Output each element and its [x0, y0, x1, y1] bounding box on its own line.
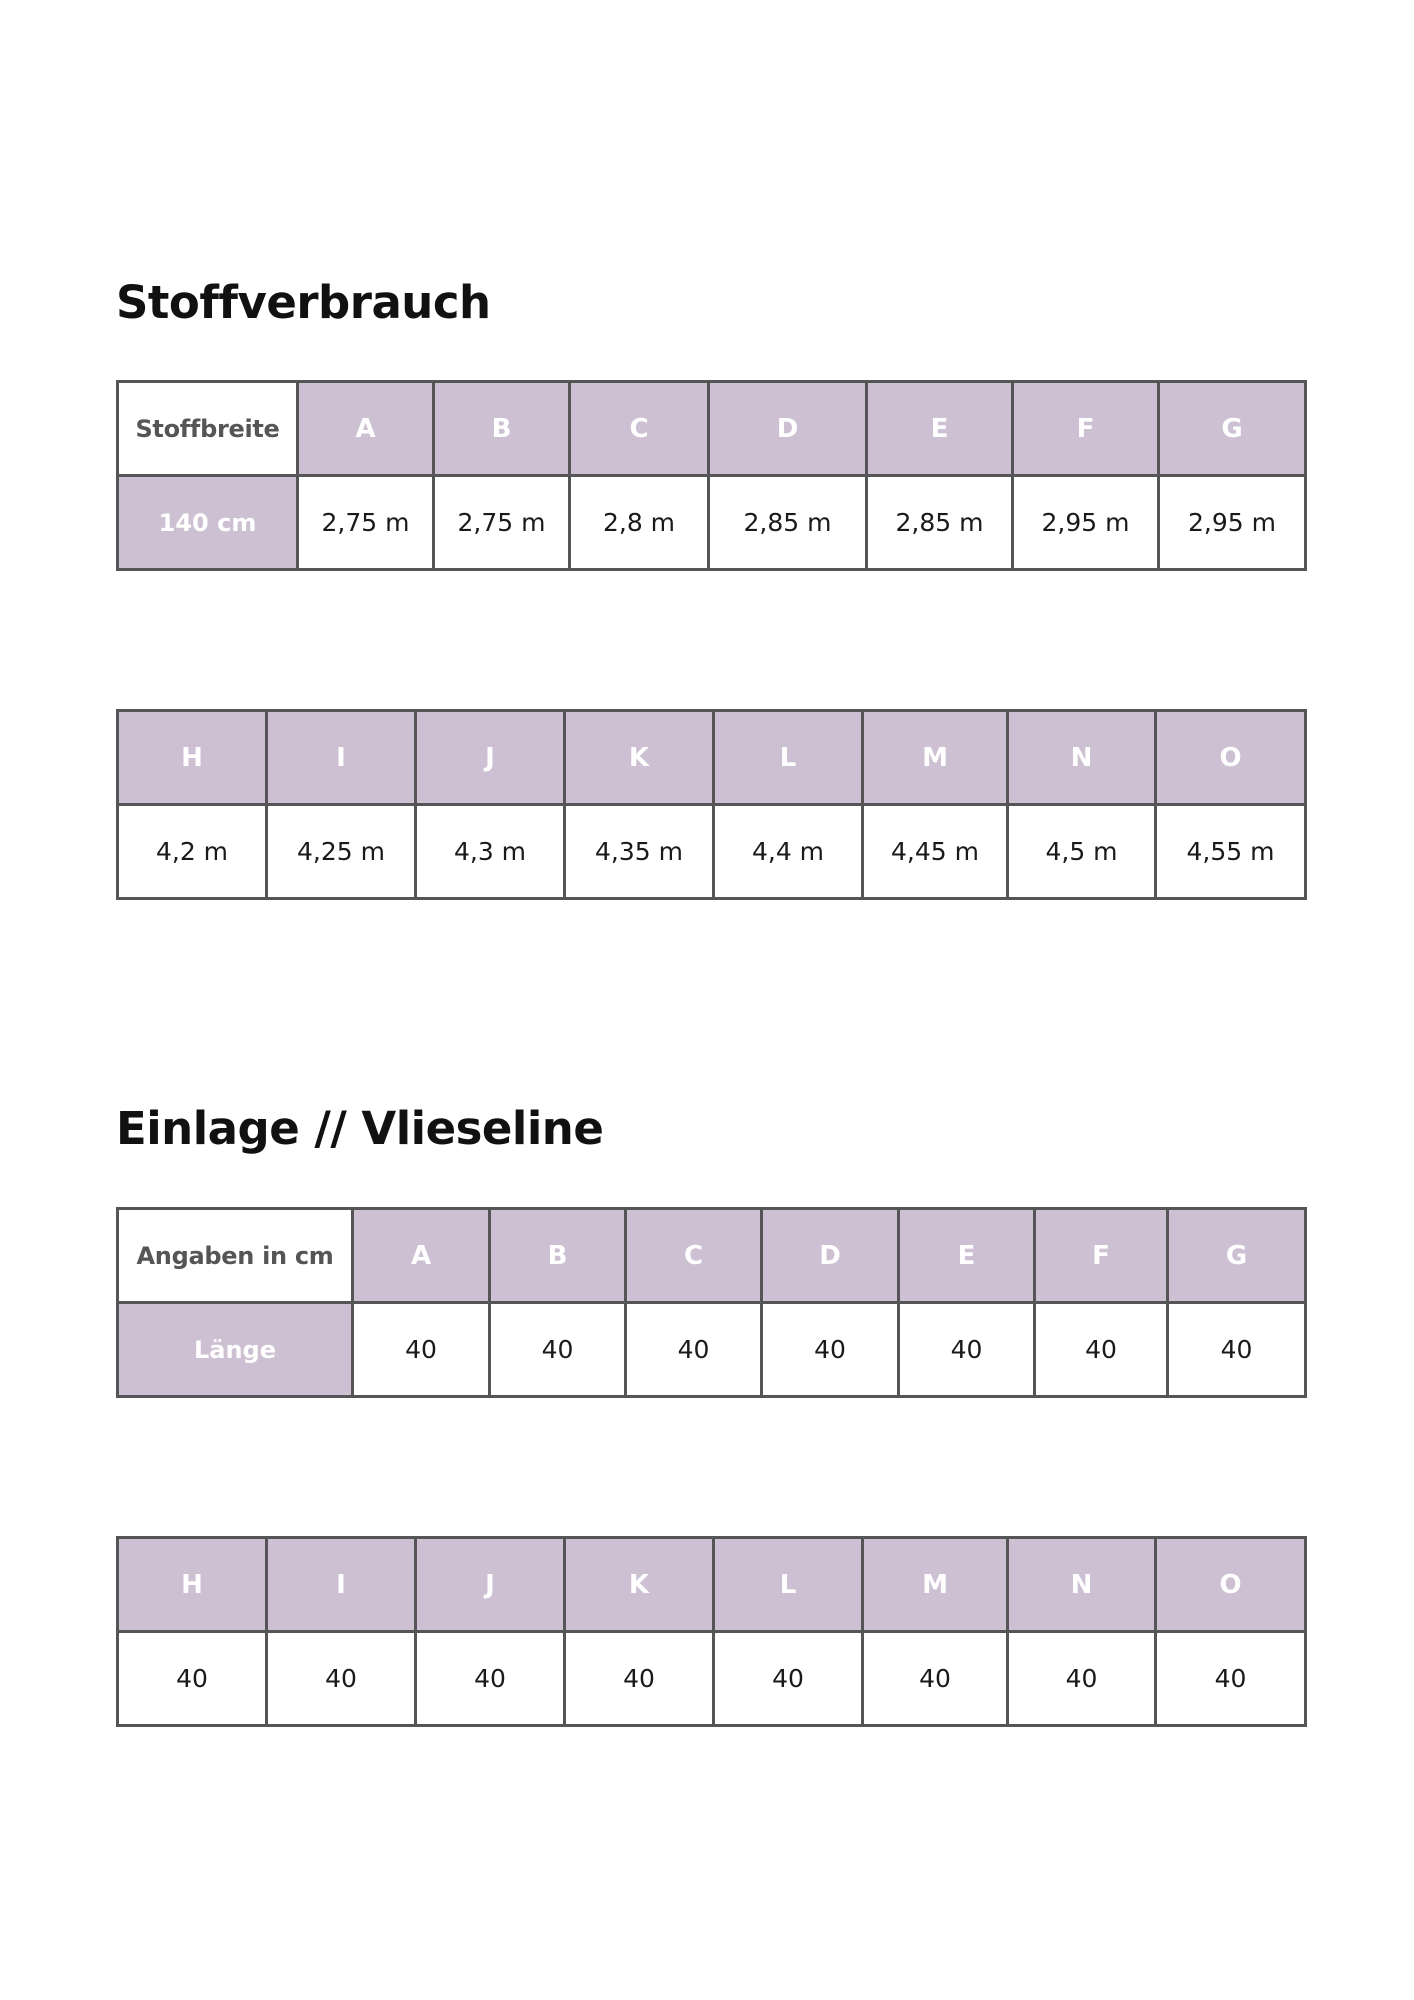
size-header-cell: N: [1008, 1538, 1156, 1632]
value-cell: 4,2 m: [118, 805, 267, 899]
value-cell: 4,5 m: [1008, 805, 1156, 899]
size-header-cell: E: [899, 1209, 1035, 1303]
length-label: Länge: [118, 1303, 353, 1397]
size-header-cell: A: [298, 382, 434, 476]
size-header-cell: B: [490, 1209, 626, 1303]
value-cell: 40: [267, 1632, 416, 1726]
size-header-cell: O: [1156, 711, 1306, 805]
size-header-cell: I: [267, 711, 416, 805]
size-header-cell: L: [714, 1538, 863, 1632]
value-row: [118, 1303, 1306, 1397]
value-cell: 4,3 m: [416, 805, 565, 899]
value-row: [118, 805, 1306, 899]
value-row: [118, 1632, 1306, 1726]
size-header-cell: A: [353, 1209, 490, 1303]
size-header-cell: F: [1013, 382, 1159, 476]
value-cell: 40: [1035, 1303, 1168, 1397]
value-cell: 40: [1008, 1632, 1156, 1726]
value-cell: 4,4 m: [714, 805, 863, 899]
size-header-cell: B: [434, 382, 570, 476]
value-cell: 4,25 m: [267, 805, 416, 899]
size-header-cell: F: [1035, 1209, 1168, 1303]
fabric-usage-table-a-g: [116, 380, 1307, 571]
size-header-row: [118, 711, 1306, 805]
value-cell: 2,75 m: [298, 476, 434, 570]
value-cell: 40: [565, 1632, 714, 1726]
value-cell: 2,95 m: [1159, 476, 1306, 570]
value-cell: 4,45 m: [863, 805, 1008, 899]
size-header-cell: J: [416, 1538, 565, 1632]
value-cell: 40: [762, 1303, 899, 1397]
value-cell: 40: [1156, 1632, 1306, 1726]
value-cell: 40: [353, 1303, 490, 1397]
value-cell: 4,55 m: [1156, 805, 1306, 899]
size-header-cell: H: [118, 1538, 267, 1632]
size-header-cell: E: [867, 382, 1013, 476]
size-header-cell: I: [267, 1538, 416, 1632]
size-header-cell: M: [863, 1538, 1008, 1632]
size-header-cell: H: [118, 711, 267, 805]
size-header-cell: D: [709, 382, 867, 476]
value-cell: 2,95 m: [1013, 476, 1159, 570]
fabric-width-header: Stoffbreite: [118, 382, 298, 476]
units-header: Angaben in cm: [118, 1209, 353, 1303]
size-header-cell: K: [565, 711, 714, 805]
fabric-usage-table-h-o: [116, 709, 1307, 900]
value-cell: 4,35 m: [565, 805, 714, 899]
size-header-row: [118, 1538, 1306, 1632]
size-header-cell: M: [863, 711, 1008, 805]
size-header-cell: K: [565, 1538, 714, 1632]
value-cell: 40: [626, 1303, 762, 1397]
fabric-usage-title: Stoffverbrauch: [116, 276, 491, 329]
size-header-cell: C: [626, 1209, 762, 1303]
fabric-width-label: 140 cm: [118, 476, 298, 570]
size-header-cell: J: [416, 711, 565, 805]
value-cell: 2,8 m: [570, 476, 709, 570]
value-cell: 2,85 m: [867, 476, 1013, 570]
size-header-cell: L: [714, 711, 863, 805]
value-cell: 2,85 m: [709, 476, 867, 570]
size-header-cell: O: [1156, 1538, 1306, 1632]
size-header-row: [118, 382, 1306, 476]
size-header-cell: G: [1159, 382, 1306, 476]
interfacing-table-h-o: [116, 1536, 1307, 1727]
value-row: [118, 476, 1306, 570]
value-cell: 2,75 m: [434, 476, 570, 570]
interfacing-table-a-g: [116, 1207, 1307, 1398]
size-header-cell: D: [762, 1209, 899, 1303]
value-cell: 40: [899, 1303, 1035, 1397]
value-cell: 40: [1168, 1303, 1306, 1397]
size-header-row: [118, 1209, 1306, 1303]
value-cell: 40: [714, 1632, 863, 1726]
value-cell: 40: [416, 1632, 565, 1726]
value-cell: 40: [118, 1632, 267, 1726]
value-cell: 40: [490, 1303, 626, 1397]
size-header-cell: G: [1168, 1209, 1306, 1303]
value-cell: 40: [863, 1632, 1008, 1726]
size-header-cell: C: [570, 382, 709, 476]
interfacing-title: Einlage // Vlieseline: [116, 1102, 604, 1155]
size-header-cell: N: [1008, 711, 1156, 805]
